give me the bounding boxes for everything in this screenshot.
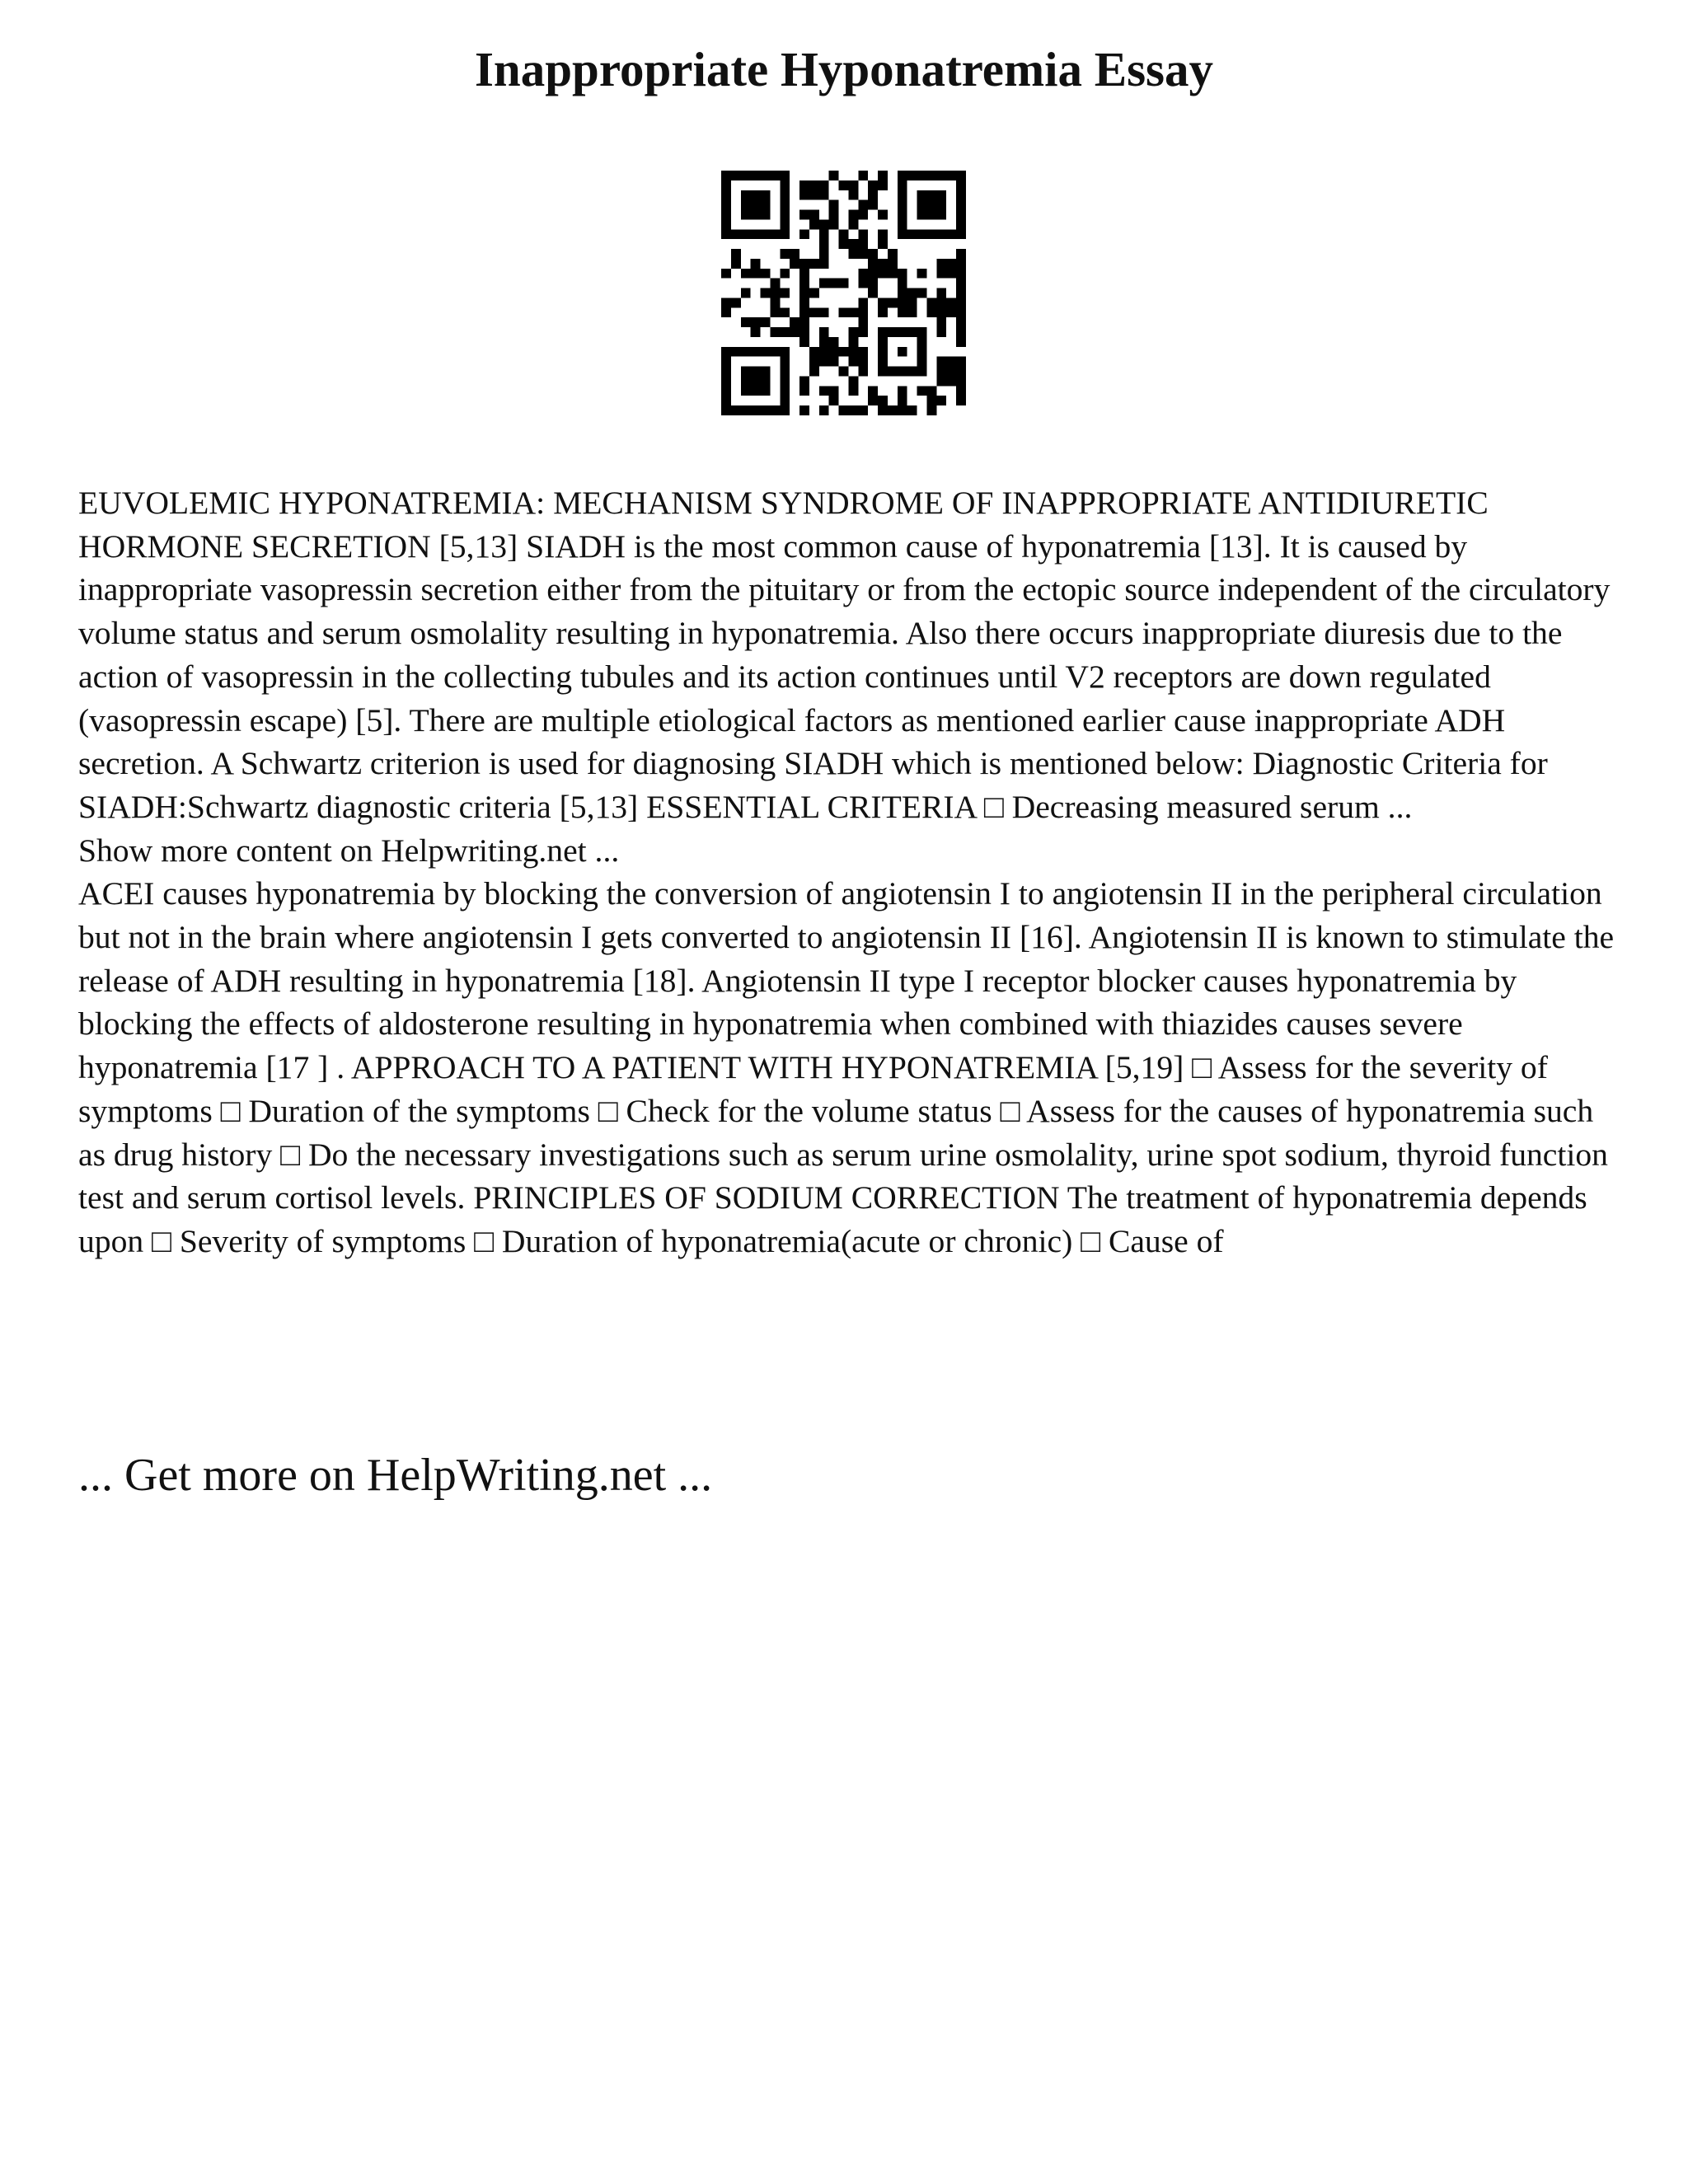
essay-body [78, 481, 1628, 1263]
show-more-link[interactable]: Show more content on Helpwriting.net ... [78, 832, 620, 869]
paragraph-2: ACEI causes hyponatremia by blocking the conversion of angiotensin I to angiotensin II in the peripheral circulation but not in the brain where angiotensin I gets converted to angiotensin II [16]. Angiotensin II is known to stimulate the release of ADH resulting in hyponatremia [18]. Angiotensin II type I receptor blocker causes hyponatremia by blocking the effects of aldosterone resulting in hyponatremia when combined with thiazides causes severe hyponatremia [17 ] . APPROACH TO A PATIENT WITH HYPONATREMIA [5,19] □ Assess for the severity of symptoms □ Duration of the symptoms □ Check for the volume status □ Assess for the causes of hyponatremia such as drug history □ Do the necessary investigations such as serum urine osmolality, urine spot sodium, thyroid function test and serum cortisol levels. PRINCIPLES OF SODIUM CORRECTION The treatment of hyponatremia depends upon □ Severity of symptoms □ Duration of hyponatremia(acute or chronic) □ Cause of [78, 875, 1615, 1259]
get-more-link[interactable]: ... Get more on HelpWriting.net ... [78, 1450, 713, 1501]
qr-code-icon [721, 171, 966, 415]
paragraph-1: EUVOLEMIC HYPONATREMIA: MECHANISM SYNDROME OF INAPPROPRIATE ANTIDIURETIC HORMONE SECRETION [5,13] SIADH is the most common cause of hyponatremia [13]. It is caused by inappropriate vasopressin secretion either from the pituitary or from the ectopic source independent of the circulatory volume status and serum osmolality resulting in hyponatremia. Also there occurs inappropriate diuresis due to the action of vasopressin in the collecting tubules and its action continues until V2 receptors are down regulated (vasopressin escape) [5]. There are multiple etiological factors as mentioned earlier cause inappropriate ADH secretion. A Schwartz criterion is used for diagnosing SIADH which is mentioned below: Diagnostic Criteria for SIADH:Schwartz diagnostic criteria [5,13] ESSENTIAL CRITERIA □ Decreasing measured serum ... [78, 485, 1611, 825]
page-title: Inappropriate Hyponatremia Essay [474, 42, 1214, 96]
